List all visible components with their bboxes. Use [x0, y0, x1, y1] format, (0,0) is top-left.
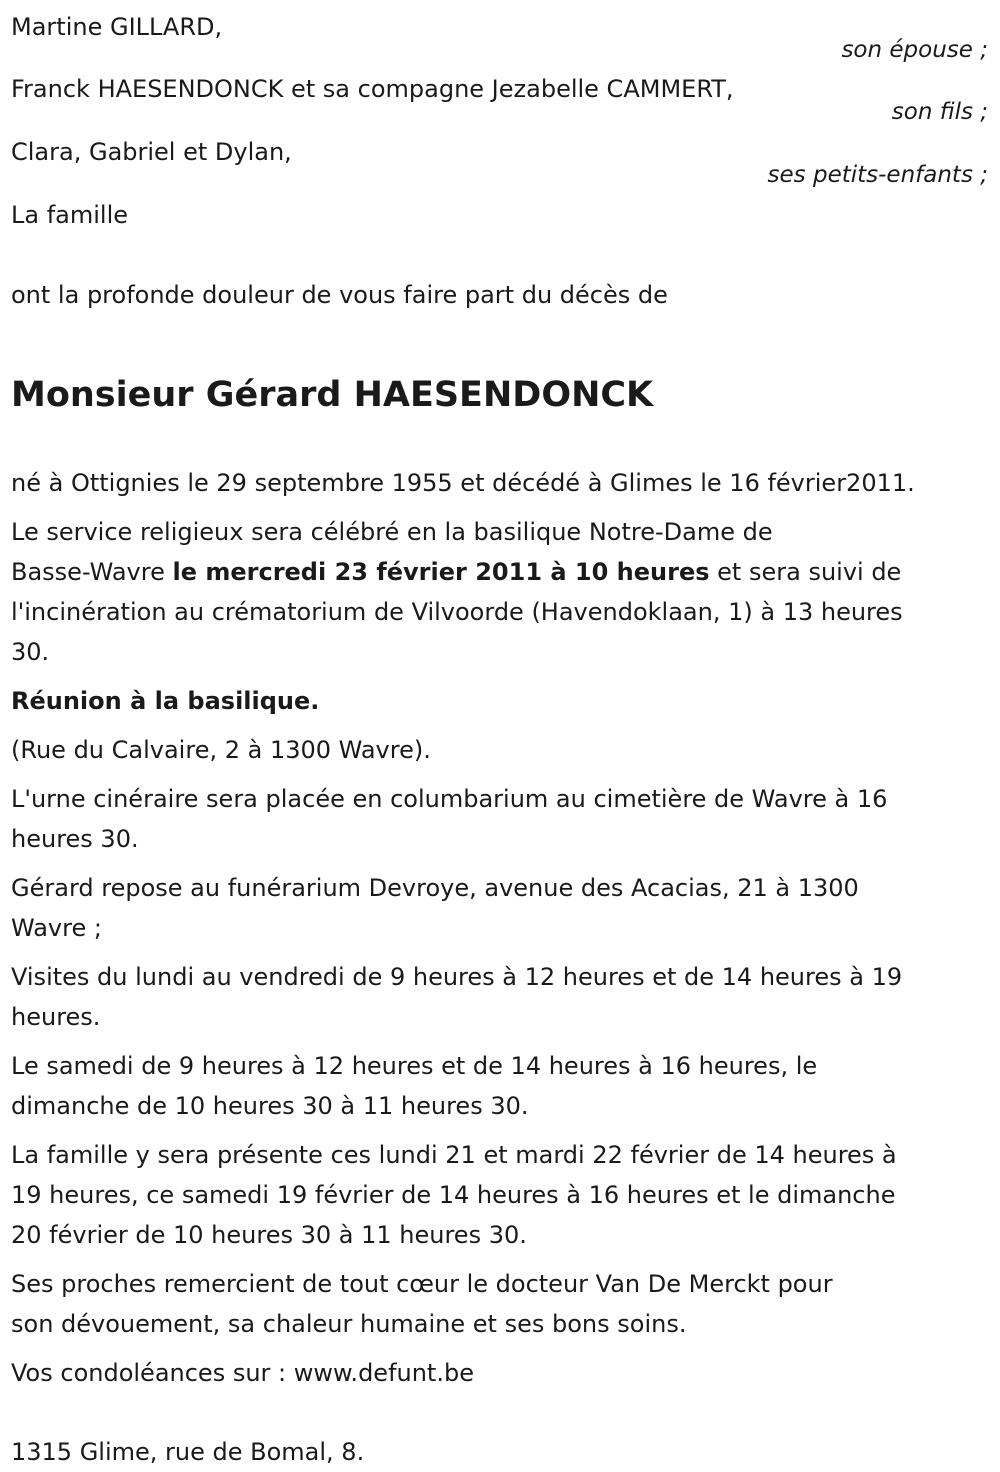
service-date: le mercredi 23 février 2011 à 10 heures — [172, 558, 710, 586]
paragraph-line: La famille y sera présente ces lundi 21 et mardi 22 février de 14 heures à — [11, 1141, 897, 1169]
family-relation: son épouse ; — [841, 37, 988, 63]
service-line — [11, 552, 996, 592]
service-line: 30. — [11, 638, 50, 666]
paragraph-line: Ses proches remercient de tout cœur le docteur Van De Merckt pour — [11, 1270, 833, 1298]
home-address: 1315 Glime, rue de Bomal, 8. — [11, 1438, 365, 1466]
paragraph-line: 19 heures, ce samedi 19 février de 14 heures à 16 heures et le dimanche — [11, 1181, 896, 1209]
paragraph — [11, 779, 996, 859]
deceased-name: Monsieur Gérard HAESENDONCK — [11, 375, 654, 415]
paragraph-line: 20 février de 10 heures 30 à 11 heures 30. — [11, 1221, 527, 1249]
paragraph-line: Wavre ; — [11, 914, 102, 942]
paragraph-line: L'urne cinéraire sera placée en columbarium au cimetière de Wavre à 16 — [11, 785, 888, 813]
family-relation: son fils ; — [891, 99, 988, 125]
service-text: et sera suivi de — [709, 558, 902, 586]
birth-death-text: né à Ottignies le 29 septembre 1955 et décédé à Glimes le 16 février2011. — [11, 469, 915, 497]
paragraph-line: Visites du lundi au vendredi de 9 heures à 12 heures et de 14 heures à 19 — [11, 963, 903, 991]
paragraph — [11, 1353, 996, 1393]
paragraph-line: Gérard repose au funérarium Devroye, avenue des Acacias, 21 à 1300 — [11, 874, 859, 902]
service-line: Le service religieux sera célébré en la basilique Notre-Dame de — [11, 518, 773, 546]
paragraph — [11, 1264, 996, 1344]
paragraph — [11, 1135, 996, 1255]
paragraph — [11, 868, 996, 948]
service-text: Basse-Wavre — [11, 558, 173, 586]
paragraph-line: son dévouement, sa chaleur humaine et ses bons soins. — [11, 1310, 687, 1338]
family-member-name: Clara, Gabriel et Dylan, — [11, 138, 292, 166]
service-paragraph — [11, 512, 996, 672]
family-member-name: La famille — [11, 201, 129, 229]
basilica-address: (Rue du Calvaire, 2 à 1300 Wavre). — [11, 736, 431, 764]
service-line: l'incinération au crématorium de Vilvoorde (Havendoklaan, 1) à 13 heures — [11, 598, 903, 626]
paragraph — [11, 1046, 996, 1126]
family-member-name: Martine GILLARD, — [11, 13, 223, 41]
announcement-body — [11, 275, 996, 1472]
paragraph — [11, 957, 996, 1037]
family-member-name: Franck HAESENDONCK et sa compagne Jezabelle CAMMERT, — [11, 75, 734, 103]
intro-text: ont la profonde douleur de vous faire part du décès de — [11, 281, 668, 309]
paragraph-line: dimanche de 10 heures 30 à 11 heures 30. — [11, 1092, 529, 1120]
reunion-text: Réunion à la basilique. — [11, 687, 320, 715]
paragraph-line: Le samedi de 9 heures à 12 heures et de 14 heures à 16 heures, le — [11, 1052, 818, 1080]
paragraph-line: heures. — [11, 1003, 101, 1031]
paragraph-line: Vos condoléances sur : www.defunt.be — [11, 1359, 474, 1387]
family-relation: ses petits-enfants ; — [767, 162, 988, 188]
paragraph-line: heures 30. — [11, 825, 139, 853]
